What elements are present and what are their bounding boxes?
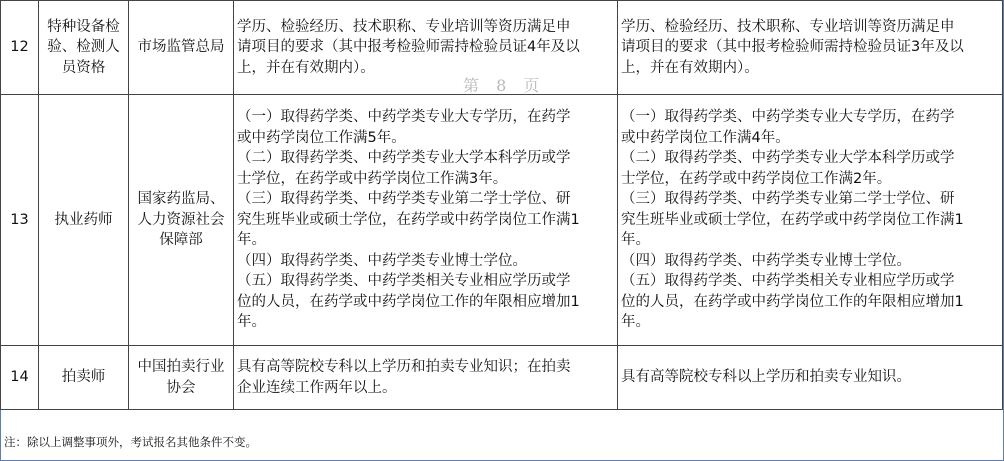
cell-text-line: （二）取得药学类、中药学类专业大学本科学历或学: [237, 150, 571, 167]
cell-text-line: （二）取得药学类、中药学类专业大学本科学历或学: [621, 150, 955, 167]
cell-text-line: 员资格: [61, 59, 106, 76]
cell-text-line: 士学位，在药学或中药学岗位工作满2年。: [621, 170, 892, 187]
row-number: 12: [1, 1, 39, 95]
footnote: 注：除以上调整事项外，考试报名其他条件不变。: [4, 435, 257, 449]
cell-text-line: （三）取得药学类、中药学类专业第二学士学位、研: [237, 191, 571, 208]
requirement-adjusted: [618, 95, 1003, 346]
cell-text-line: 协会: [166, 379, 196, 396]
cell-text-line: 年。: [237, 314, 266, 331]
cell-text-line: 究生班毕业或硕士学位，在药学或中药学岗位工作满1: [237, 211, 580, 228]
cell-text-line: 究生班毕业或硕士学位，在药学或中药学岗位工作满1: [621, 211, 964, 228]
cell-text-line: （五）取得药学类、中药学类相关专业相应学历或学: [237, 273, 571, 290]
qualification-name: [39, 1, 129, 95]
cell-text-line: （一）取得药学类、中药学类专业大专学历，在药学: [237, 109, 571, 126]
requirement-original: [234, 346, 618, 410]
cell-text-line: 年。: [621, 232, 650, 249]
cell-text-line: 士学位，在药学或中药学岗位工作满3年。: [237, 170, 508, 187]
cell-text-line: 年。: [237, 232, 266, 249]
cell-text-line: （四）取得药学类、中药学类专业博士学位。: [621, 252, 911, 269]
cell-text-line: 上，并在有效期内）。: [237, 59, 375, 76]
row-number: 14: [1, 346, 39, 410]
cell-text-line: 请项目的要求（其中报考检验师需持检验员证4年及以: [237, 39, 580, 56]
cell-text-line: 具有高等院校专科以上学历和拍卖专业知识。: [621, 369, 911, 386]
issuing-authority: [129, 346, 234, 410]
cell-text-line: 或中药学岗位工作满5年。: [237, 129, 406, 146]
cell-text-line: 拍卖师: [61, 369, 106, 386]
cell-text-line: （五）取得药学类、中药学类相关专业相应学历或学: [621, 273, 955, 290]
requirement-adjusted: [618, 1, 1003, 95]
cell-text-line: 位的人员，在药学或中药学岗位工作的年限相应增加1: [621, 293, 964, 310]
requirement-original: [234, 95, 618, 346]
qualification-name: [39, 95, 129, 346]
cell-text-line: （一）取得药学类、中药学类专业大专学历，在药学: [621, 109, 955, 126]
cell-text-line: 上，并在有效期内）。: [621, 59, 759, 76]
cell-text-line: 或中药学岗位工作满4年。: [621, 129, 790, 146]
cell-text-line: 验、检测人: [47, 39, 120, 56]
cell-text-line: 请项目的要求（其中报考检验师需持检验员证3年及以: [621, 39, 964, 56]
cell-text-line: 学历、检验经历、技术职称、专业培训等资历满足申: [237, 18, 571, 35]
row-number: 13: [1, 95, 39, 346]
cell-text-line: 年。: [621, 314, 650, 331]
table-row: [1, 95, 1003, 346]
cell-text-line: 具有高等院校专科以上学历和拍卖专业知识；在拍卖: [237, 359, 571, 375]
requirement-original: [234, 1, 618, 95]
cell-text-line: 国家药监局、: [137, 191, 225, 208]
cell-text-line: （三）取得药学类、中药学类专业第二学士学位、研: [621, 191, 955, 208]
cell-text-line: 特种设备检: [47, 18, 120, 35]
cell-text-line: 企业连续工作两年以上。: [237, 379, 397, 396]
cell-text-line: 保障部: [159, 232, 203, 249]
qualification-name: [39, 346, 129, 410]
cell-text-line: （四）取得药学类、中药学类专业博士学位。: [237, 252, 527, 269]
issuing-authority: [129, 1, 234, 95]
cell-text-line: 执业药师: [54, 211, 113, 228]
requirement-adjusted: [618, 346, 1003, 410]
cell-text-line: 学历、检验经历、技术职称、专业培训等资历满足申: [621, 18, 955, 35]
table-row: [1, 346, 1003, 410]
cell-text-line: 中国拍卖行业: [137, 359, 225, 375]
issuing-authority: [129, 95, 234, 346]
page-number-watermark: 第 8 页: [463, 76, 546, 95]
cell-text-line: 位的人员，在药学或中药学岗位工作的年限相应增加1: [237, 293, 580, 310]
cell-text-line: 人力资源社会: [137, 211, 225, 228]
cell-text-line: 市场监管总局: [137, 39, 225, 56]
